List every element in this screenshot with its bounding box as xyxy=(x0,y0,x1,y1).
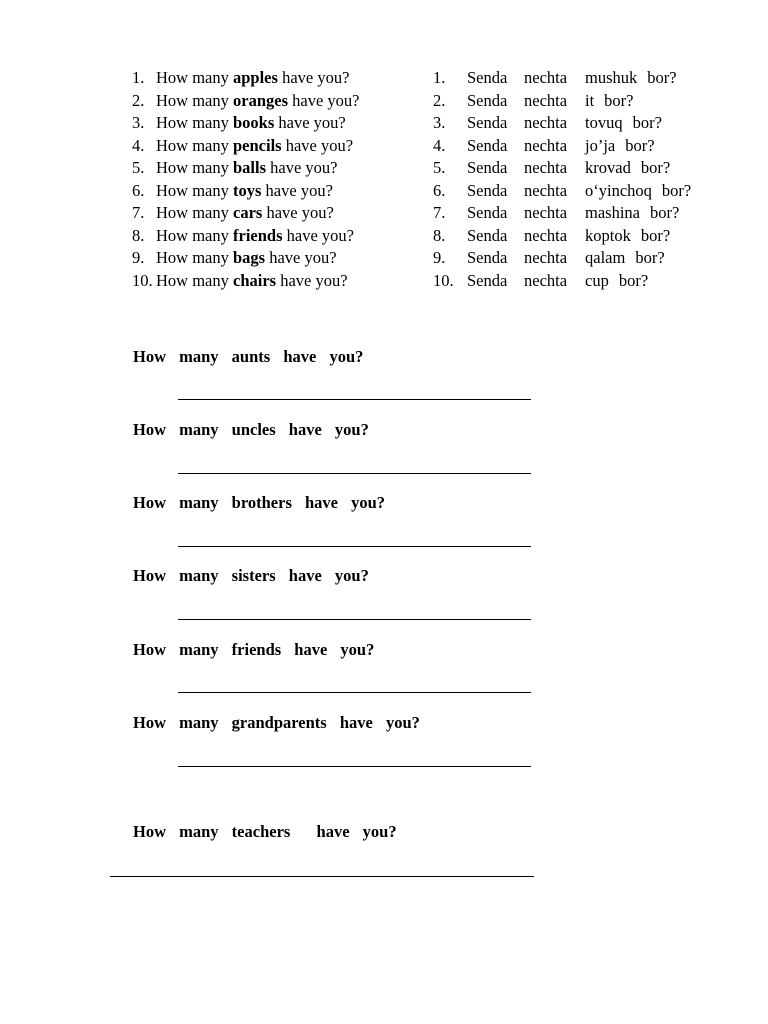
english-question-list xyxy=(132,67,422,292)
list-item: 6. Senda nechta o‘yinchoq bor? xyxy=(433,180,692,200)
question-sisters: How many sisters have you? xyxy=(133,566,369,585)
question-uncles: How many uncles have you? xyxy=(133,420,369,439)
list-item: 1. Senda nechta mushuk bor? xyxy=(433,68,677,87)
list-item: 4. Senda nechta jo’ja bor? xyxy=(433,135,655,155)
answer-line-brothers[interactable] xyxy=(178,546,531,547)
list-item: 7. Senda nechta mashina bor? xyxy=(433,203,680,222)
list-item: 9. Senda nechta qalam bor? xyxy=(433,248,665,267)
list-item: 10. How many chairs have you? xyxy=(132,270,348,290)
question-teachers: How many teachers have you? xyxy=(133,822,397,841)
question-friends: How many friends have you? xyxy=(133,640,375,659)
list-item: 3. Senda nechta tovuq bor? xyxy=(433,113,662,132)
list-item: 9. How many bags have you? xyxy=(132,248,337,267)
uzbek-question-list xyxy=(433,67,733,292)
list-item: 5. How many balls have you? xyxy=(132,158,338,177)
list-item: 7. How many cars have you? xyxy=(132,203,334,222)
list-item: 3. How many books have you? xyxy=(132,113,346,132)
list-item: 8. Senda nechta koptok bor? xyxy=(433,225,671,245)
list-item: 2. How many oranges have you? xyxy=(132,90,360,110)
list-item: 8. How many friends have you? xyxy=(132,225,354,245)
answer-line-teachers[interactable] xyxy=(110,876,534,877)
list-item: 5. Senda nechta krovad bor? xyxy=(433,158,671,177)
list-item: 1. How many apples have you? xyxy=(132,68,350,87)
answer-line-grandparents[interactable] xyxy=(178,766,531,767)
list-item: 6. How many toys have you? xyxy=(132,180,333,200)
answer-line-uncles[interactable] xyxy=(178,473,531,474)
answer-line-sisters[interactable] xyxy=(178,619,531,620)
question-grandparents: How many grandparents have you? xyxy=(133,713,420,732)
list-item: 4. How many pencils have you? xyxy=(132,135,354,155)
answer-line-friends[interactable] xyxy=(178,692,531,693)
question-aunts: How many aunts have you? xyxy=(133,347,364,366)
list-item: 10. Senda nechta cup bor? xyxy=(433,270,649,290)
question-brothers: How many brothers have you? xyxy=(133,493,386,512)
answer-line-aunts[interactable] xyxy=(178,399,531,400)
list-item: 2. Senda nechta it bor? xyxy=(433,90,634,110)
